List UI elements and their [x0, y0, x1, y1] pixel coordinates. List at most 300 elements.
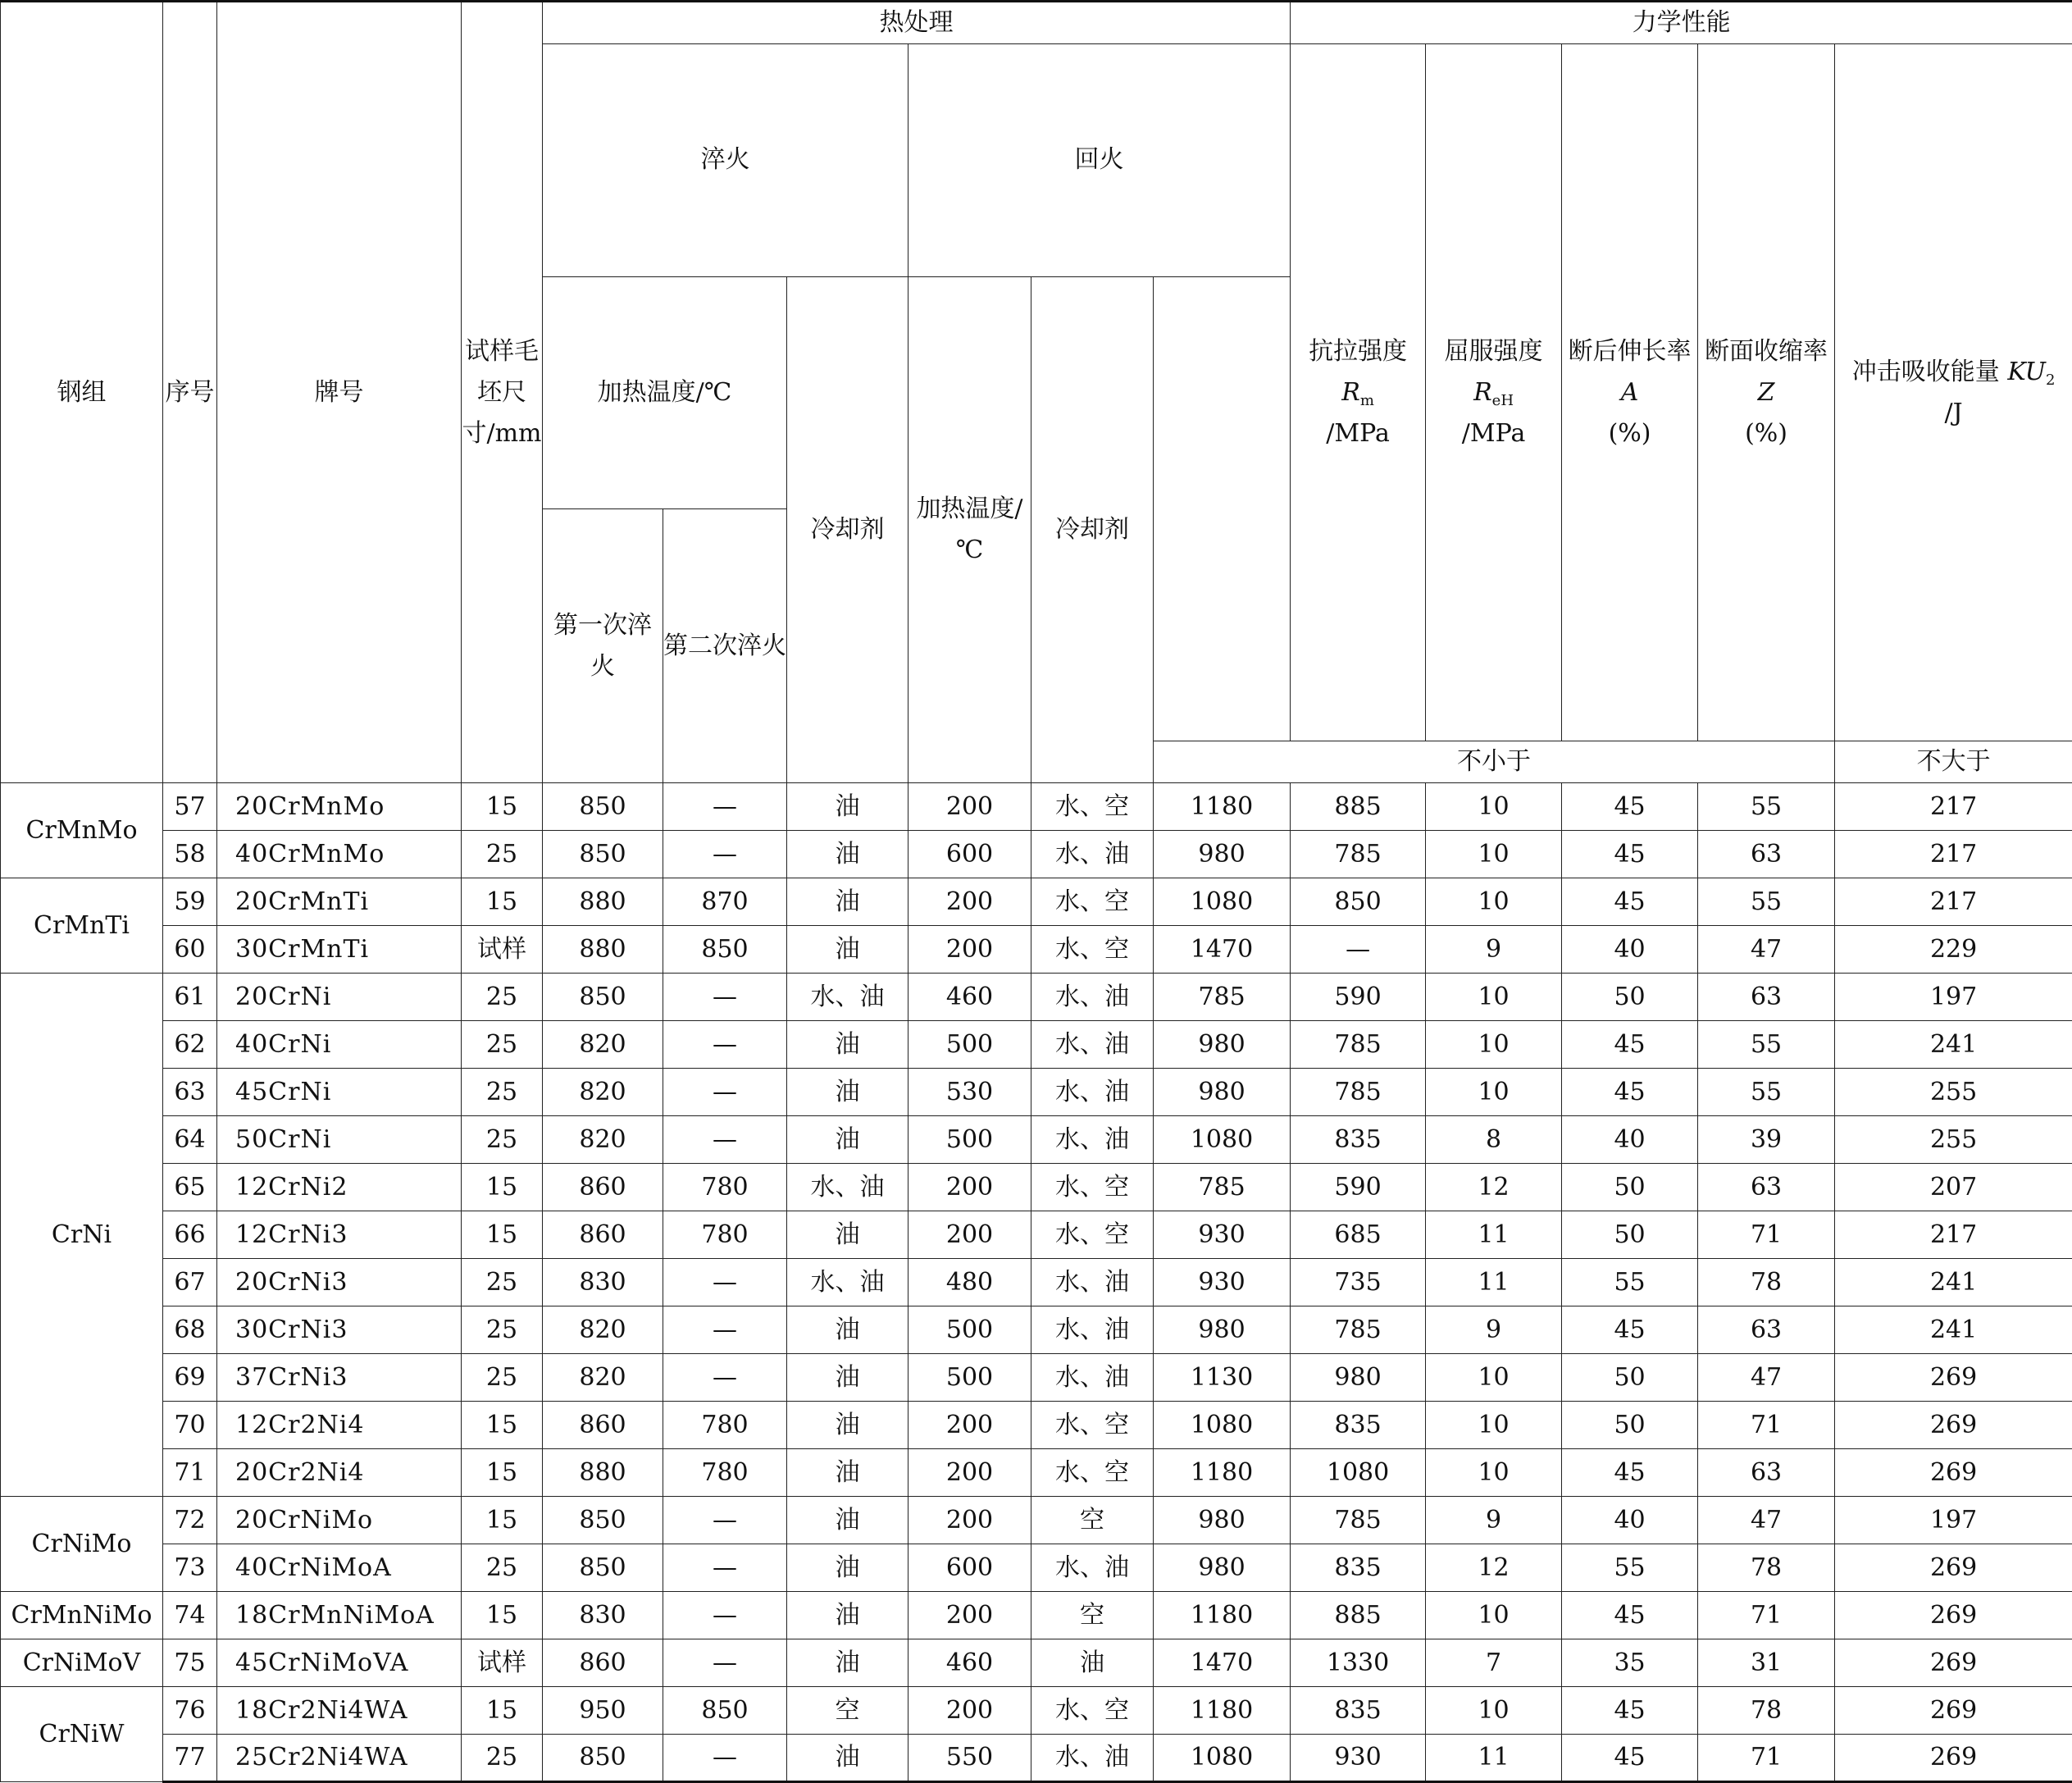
- temper-coolant-cell: 水、空: [1031, 1211, 1154, 1259]
- impact-cell: 63: [1698, 974, 1835, 1021]
- table-row: [1, 1497, 2072, 1544]
- second-quench-cell: 780: [663, 1211, 787, 1259]
- impact-cell: 63: [1698, 831, 1835, 878]
- impact-cell: 47: [1698, 926, 1835, 974]
- first-quench-cell: 820: [543, 1306, 663, 1354]
- temper-temp-cell: 200: [908, 1592, 1031, 1639]
- table-row: [1, 1069, 2072, 1116]
- impact-symbol: KU: [2007, 358, 2046, 386]
- tensile-cell: 1080: [1154, 878, 1291, 926]
- second-quench-cell: 780: [663, 1164, 787, 1211]
- hardness-cell: 255: [1835, 1116, 2072, 1164]
- reduction-name: 断面收缩率: [1705, 337, 1828, 366]
- seq-cell: 72: [163, 1497, 217, 1544]
- temper-temp-cell: 600: [908, 831, 1031, 878]
- temper-temp-cell: 200: [908, 1687, 1031, 1735]
- group-cell: CrNiMo: [1, 1497, 163, 1592]
- table-row: [1, 1544, 2072, 1592]
- quench-coolant-cell: 水、油: [787, 974, 908, 1021]
- header-reduction: [1698, 44, 1835, 741]
- elongation-cell: 10: [1426, 1354, 1562, 1402]
- header-not-greater: 不大于: [1835, 741, 2072, 783]
- quench-coolant-cell: 油: [787, 1211, 908, 1259]
- table-header: [1, 2, 2072, 783]
- second-quench-cell: —: [663, 1116, 787, 1164]
- yield-cell: 785: [1291, 1069, 1426, 1116]
- elongation-cell: 10: [1426, 1687, 1562, 1735]
- impact-cell: 63: [1698, 1449, 1835, 1497]
- hardness-cell: 269: [1835, 1544, 2072, 1592]
- impact-cell: 47: [1698, 1497, 1835, 1544]
- size-cell: 25: [462, 1116, 543, 1164]
- tensile-cell: 1180: [1154, 783, 1291, 831]
- reduction-cell: 45: [1562, 1735, 1698, 1782]
- hardness-cell: 269: [1835, 1735, 2072, 1782]
- impact-cell: 78: [1698, 1687, 1835, 1735]
- size-cell: 15: [462, 1592, 543, 1639]
- temper-temp-cell: 500: [908, 1021, 1031, 1069]
- size-cell: 15: [462, 1211, 543, 1259]
- impact-cell: 55: [1698, 783, 1835, 831]
- yield-cell: 785: [1291, 1021, 1426, 1069]
- header-not-less: 不小于: [1154, 741, 1835, 783]
- impact-subscript: 2: [2046, 372, 2055, 389]
- header-mechanical: 力学性能: [1291, 2, 2072, 44]
- first-quench-cell: 860: [543, 1211, 663, 1259]
- quench-coolant-cell: 油: [787, 1449, 908, 1497]
- second-quench-cell: —: [663, 783, 787, 831]
- yield-cell: 835: [1291, 1544, 1426, 1592]
- elongation-cell: 10: [1426, 1592, 1562, 1639]
- temper-temp-cell: 500: [908, 1306, 1031, 1354]
- reduction-cell: 50: [1562, 1211, 1698, 1259]
- size-cell: 25: [462, 974, 543, 1021]
- second-quench-cell: —: [663, 1592, 787, 1639]
- size-cell: 25: [462, 831, 543, 878]
- size-cell: 15: [462, 1164, 543, 1211]
- temper-coolant-cell: 水、油: [1031, 1735, 1154, 1782]
- first-quench-cell: 850: [543, 831, 663, 878]
- second-quench-cell: —: [663, 974, 787, 1021]
- size-cell: 25: [462, 1069, 543, 1116]
- reduction-unit: (%): [1745, 419, 1787, 448]
- seq-cell: 63: [163, 1069, 217, 1116]
- yield-cell: 590: [1291, 974, 1426, 1021]
- size-cell: 15: [462, 1497, 543, 1544]
- reduction-cell: 40: [1562, 1497, 1698, 1544]
- first-quench-cell: 850: [543, 1544, 663, 1592]
- yield-cell: 835: [1291, 1687, 1426, 1735]
- header-tensile: [1291, 44, 1426, 741]
- elongation-cell: 10: [1426, 878, 1562, 926]
- temper-temp-cell: 200: [908, 783, 1031, 831]
- tensile-cell: 980: [1154, 1544, 1291, 1592]
- seq-cell: 61: [163, 974, 217, 1021]
- first-quench-cell: 830: [543, 1259, 663, 1306]
- quench-coolant-cell: 油: [787, 1354, 908, 1402]
- yield-cell: 685: [1291, 1211, 1426, 1259]
- impact-cell: 78: [1698, 1259, 1835, 1306]
- impact-cell: 47: [1698, 1354, 1835, 1402]
- elongation-cell: 10: [1426, 1402, 1562, 1449]
- first-quench-cell: 850: [543, 1497, 663, 1544]
- size-cell: 25: [462, 1306, 543, 1354]
- temper-coolant-cell: 油: [1031, 1639, 1154, 1687]
- group-cell: CrMnNiMo: [1, 1592, 163, 1639]
- quench-coolant-cell: 油: [787, 1735, 908, 1782]
- tensile-cell: 1080: [1154, 1735, 1291, 1782]
- temper-coolant-cell: 水、油: [1031, 1544, 1154, 1592]
- header-temper-coolant: 冷却剂: [1031, 276, 1154, 782]
- impact-cell: 63: [1698, 1306, 1835, 1354]
- second-quench-cell: —: [663, 1021, 787, 1069]
- hardness-cell: 217: [1835, 1211, 2072, 1259]
- quench-coolant-cell: 油: [787, 1306, 908, 1354]
- quench-coolant-cell: 油: [787, 1639, 908, 1687]
- tensile-cell: 785: [1154, 1164, 1291, 1211]
- header-grade: 牌号: [217, 2, 462, 783]
- elongation-cell: 9: [1426, 1306, 1562, 1354]
- impact-cell: 71: [1698, 1402, 1835, 1449]
- tensile-cell: 980: [1154, 831, 1291, 878]
- reduction-cell: 40: [1562, 1116, 1698, 1164]
- size-cell: 15: [462, 878, 543, 926]
- elongation-cell: 12: [1426, 1544, 1562, 1592]
- temper-coolant-cell: 水、空: [1031, 926, 1154, 974]
- temper-temp-cell: 550: [908, 1735, 1031, 1782]
- temper-temp-cell: 200: [908, 878, 1031, 926]
- group-cell: CrNi: [1, 974, 163, 1497]
- header-group: 钢组: [1, 2, 163, 783]
- impact-cell: 71: [1698, 1735, 1835, 1782]
- temper-coolant-cell: 水、油: [1031, 1306, 1154, 1354]
- table-body: [1, 783, 2072, 1782]
- tensile-cell: 980: [1154, 1021, 1291, 1069]
- quench-coolant-cell: 油: [787, 1069, 908, 1116]
- temper-temp-cell: 200: [908, 1164, 1031, 1211]
- elongation-unit: (%): [1609, 419, 1651, 448]
- temper-temp-cell: 200: [908, 1402, 1031, 1449]
- first-quench-cell: 830: [543, 1592, 663, 1639]
- size-cell: 25: [462, 1354, 543, 1402]
- table-row: [1, 926, 2072, 974]
- reduction-cell: 50: [1562, 974, 1698, 1021]
- seq-cell: 57: [163, 783, 217, 831]
- yield-cell: 850: [1291, 878, 1426, 926]
- first-quench-cell: 820: [543, 1021, 663, 1069]
- second-quench-cell: 780: [663, 1449, 787, 1497]
- temper-coolant-cell: 水、空: [1031, 1687, 1154, 1735]
- hardness-cell: 197: [1835, 974, 2072, 1021]
- yield-unit: /MPa: [1462, 419, 1526, 448]
- table-row: [1, 783, 2072, 831]
- second-quench-cell: —: [663, 1259, 787, 1306]
- first-quench-cell: 880: [543, 1449, 663, 1497]
- size-cell: 25: [462, 1259, 543, 1306]
- elongation-cell: 9: [1426, 926, 1562, 974]
- tensile-cell: 980: [1154, 1306, 1291, 1354]
- yield-cell: 785: [1291, 1497, 1426, 1544]
- temper-coolant-cell: 空: [1031, 1592, 1154, 1639]
- elongation-cell: 9: [1426, 1497, 1562, 1544]
- table-row: [1, 1116, 2072, 1164]
- hardness-cell: 241: [1835, 1306, 2072, 1354]
- impact-unit: /J: [1945, 399, 1963, 427]
- header-heating-temp: 加热温度/℃: [543, 276, 787, 509]
- hardness-cell: 241: [1835, 1259, 2072, 1306]
- group-cell: CrMnTi: [1, 878, 163, 974]
- hardness-cell: 269: [1835, 1592, 2072, 1639]
- yield-cell: 885: [1291, 1592, 1426, 1639]
- temper-temp-cell: 200: [908, 1449, 1031, 1497]
- seq-cell: 74: [163, 1592, 217, 1639]
- table-row: [1, 974, 2072, 1021]
- second-quench-cell: —: [663, 831, 787, 878]
- yield-symbol: R: [1473, 378, 1492, 407]
- reduction-cell: 55: [1562, 1544, 1698, 1592]
- tensile-unit: /MPa: [1326, 419, 1390, 448]
- temper-temp-cell: 200: [908, 926, 1031, 974]
- yield-cell: 735: [1291, 1259, 1426, 1306]
- reduction-cell: 45: [1562, 1021, 1698, 1069]
- header-seq: 序号: [163, 2, 217, 783]
- table-row: [1, 1449, 2072, 1497]
- seq-cell: 69: [163, 1354, 217, 1402]
- elongation-cell: 10: [1426, 1069, 1562, 1116]
- first-quench-cell: 860: [543, 1639, 663, 1687]
- impact-cell: 39: [1698, 1116, 1835, 1164]
- second-quench-cell: —: [663, 1544, 787, 1592]
- impact-name: 冲击吸收能量: [1852, 358, 2000, 386]
- temper-coolant-cell: 水、油: [1031, 831, 1154, 878]
- tensile-cell: 785: [1154, 974, 1291, 1021]
- temper-coolant-cell: 水、油: [1031, 1354, 1154, 1402]
- elongation-name: 断后伸长率: [1569, 337, 1692, 366]
- quench-coolant-cell: 油: [787, 1021, 908, 1069]
- temper-temp-cell: 530: [908, 1069, 1031, 1116]
- elongation-symbol: A: [1621, 378, 1639, 407]
- grade-cell: 12Cr2Ni4: [217, 1402, 462, 1449]
- seq-cell: 73: [163, 1544, 217, 1592]
- yield-cell: 1330: [1291, 1639, 1426, 1687]
- reduction-cell: 45: [1562, 1449, 1698, 1497]
- header-coolant: 冷却剂: [787, 276, 908, 782]
- tensile-cell: 1180: [1154, 1592, 1291, 1639]
- temper-coolant-cell: 水、油: [1031, 1116, 1154, 1164]
- second-quench-cell: —: [663, 1639, 787, 1687]
- yield-subscript: eH: [1492, 392, 1514, 409]
- hardness-cell: 207: [1835, 1164, 2072, 1211]
- tensile-name: 抗拉强度: [1309, 337, 1407, 366]
- tensile-cell: 1080: [1154, 1402, 1291, 1449]
- reduction-cell: 40: [1562, 926, 1698, 974]
- quench-coolant-cell: 油: [787, 1402, 908, 1449]
- hardness-cell: 269: [1835, 1354, 2072, 1402]
- quench-coolant-cell: 油: [787, 878, 908, 926]
- first-quench-cell: 850: [543, 783, 663, 831]
- quench-coolant-cell: 油: [787, 783, 908, 831]
- yield-name: 屈服强度: [1445, 337, 1543, 366]
- temper-coolant-cell: 水、油: [1031, 1021, 1154, 1069]
- seq-cell: 67: [163, 1259, 217, 1306]
- table-row: [1, 1021, 2072, 1069]
- second-quench-cell: —: [663, 1069, 787, 1116]
- quench-coolant-cell: 水、油: [787, 1259, 908, 1306]
- grade-cell: 12CrNi2: [217, 1164, 462, 1211]
- seq-cell: 59: [163, 878, 217, 926]
- first-quench-cell: 950: [543, 1687, 663, 1735]
- impact-cell: 78: [1698, 1544, 1835, 1592]
- hardness-cell: 255: [1835, 1069, 2072, 1116]
- reduction-cell: 45: [1562, 831, 1698, 878]
- seq-cell: 76: [163, 1687, 217, 1735]
- grade-cell: 25Cr2Ni4WA: [217, 1735, 462, 1782]
- yield-cell: 785: [1291, 1306, 1426, 1354]
- temper-coolant-cell: 水、油: [1031, 1259, 1154, 1306]
- second-quench-cell: —: [663, 1306, 787, 1354]
- temper-temp-cell: 480: [908, 1259, 1031, 1306]
- impact-cell: 71: [1698, 1592, 1835, 1639]
- hardness-cell: 229: [1835, 926, 2072, 974]
- seq-cell: 64: [163, 1116, 217, 1164]
- impact-cell: 71: [1698, 1211, 1835, 1259]
- temper-temp-cell: 460: [908, 974, 1031, 1021]
- hardness-cell: 269: [1835, 1402, 2072, 1449]
- reduction-symbol: Z: [1758, 378, 1775, 407]
- first-quench-cell: 860: [543, 1164, 663, 1211]
- tensile-cell: 1180: [1154, 1449, 1291, 1497]
- first-quench-cell: 880: [543, 926, 663, 974]
- grade-cell: 30CrNi3: [217, 1306, 462, 1354]
- reduction-cell: 45: [1562, 1687, 1698, 1735]
- tensile-cell: 1470: [1154, 1639, 1291, 1687]
- grade-cell: 20CrNi: [217, 974, 462, 1021]
- tensile-cell: 1470: [1154, 926, 1291, 974]
- impact-cell: 55: [1698, 878, 1835, 926]
- table-row: [1, 1735, 2072, 1782]
- header-first-quench: 第一次淬火: [543, 509, 663, 783]
- hardness-cell: 197: [1835, 1497, 2072, 1544]
- reduction-cell: 50: [1562, 1164, 1698, 1211]
- seq-cell: 60: [163, 926, 217, 974]
- temper-coolant-cell: 水、油: [1031, 974, 1154, 1021]
- yield-cell: 1080: [1291, 1449, 1426, 1497]
- temper-coolant-cell: 水、空: [1031, 1164, 1154, 1211]
- header-temper-heating: 加热温度/℃: [908, 276, 1031, 782]
- elongation-cell: 11: [1426, 1259, 1562, 1306]
- yield-cell: 835: [1291, 1116, 1426, 1164]
- header-blank-size: 试样毛坯尺寸/mm: [462, 2, 543, 783]
- table-row: [1, 1639, 2072, 1687]
- second-quench-cell: 870: [663, 878, 787, 926]
- seq-cell: 65: [163, 1164, 217, 1211]
- table-row: [1, 1211, 2072, 1259]
- grade-cell: 20Cr2Ni4: [217, 1449, 462, 1497]
- grade-cell: 18Cr2Ni4WA: [217, 1687, 462, 1735]
- tensile-cell: 980: [1154, 1069, 1291, 1116]
- tensile-cell: 930: [1154, 1259, 1291, 1306]
- elongation-cell: 8: [1426, 1116, 1562, 1164]
- seq-cell: 68: [163, 1306, 217, 1354]
- temper-coolant-cell: 水、油: [1031, 1069, 1154, 1116]
- table-row: [1, 1259, 2072, 1306]
- seq-cell: 62: [163, 1021, 217, 1069]
- reduction-cell: 45: [1562, 878, 1698, 926]
- yield-cell: —: [1291, 926, 1426, 974]
- temper-coolant-cell: 水、空: [1031, 1402, 1154, 1449]
- size-cell: 15: [462, 1402, 543, 1449]
- grade-cell: 30CrMnTi: [217, 926, 462, 974]
- temper-temp-cell: 200: [908, 1211, 1031, 1259]
- yield-cell: 835: [1291, 1402, 1426, 1449]
- second-quench-cell: —: [663, 1735, 787, 1782]
- temper-coolant-cell: 水、空: [1031, 878, 1154, 926]
- table-row: [1, 1687, 2072, 1735]
- header-elongation: [1562, 44, 1698, 741]
- temper-coolant-cell: 水、空: [1031, 1449, 1154, 1497]
- first-quench-cell: 820: [543, 1116, 663, 1164]
- size-cell: 25: [462, 1021, 543, 1069]
- grade-cell: 18CrMnNiMoA: [217, 1592, 462, 1639]
- table-row: [1, 1354, 2072, 1402]
- temper-temp-cell: 500: [908, 1116, 1031, 1164]
- grade-cell: 40CrMnMo: [217, 831, 462, 878]
- quench-coolant-cell: 油: [787, 1116, 908, 1164]
- grade-cell: 50CrNi: [217, 1116, 462, 1164]
- table-row: [1, 1402, 2072, 1449]
- elongation-cell: 10: [1426, 974, 1562, 1021]
- yield-cell: 980: [1291, 1354, 1426, 1402]
- elongation-cell: 7: [1426, 1639, 1562, 1687]
- elongation-cell: 10: [1426, 1449, 1562, 1497]
- header-tempering: 回火: [908, 44, 1291, 277]
- hardness-cell: 269: [1835, 1449, 2072, 1497]
- grade-cell: 37CrNi3: [217, 1354, 462, 1402]
- reduction-cell: 45: [1562, 783, 1698, 831]
- grade-cell: 20CrNiMo: [217, 1497, 462, 1544]
- impact-cell: 55: [1698, 1069, 1835, 1116]
- grade-cell: 20CrMnTi: [217, 878, 462, 926]
- group-cell: CrMnMo: [1, 783, 163, 878]
- yield-cell: 930: [1291, 1735, 1426, 1782]
- reduction-cell: 50: [1562, 1354, 1698, 1402]
- hardness-cell: 269: [1835, 1639, 2072, 1687]
- temper-temp-cell: 200: [908, 1497, 1031, 1544]
- header-yield: [1426, 44, 1562, 741]
- tensile-cell: 1180: [1154, 1687, 1291, 1735]
- temper-temp-cell: 600: [908, 1544, 1031, 1592]
- elongation-cell: 11: [1426, 1735, 1562, 1782]
- first-quench-cell: 820: [543, 1354, 663, 1402]
- elongation-cell: 10: [1426, 831, 1562, 878]
- hardness-cell: 241: [1835, 1021, 2072, 1069]
- grade-cell: 40CrNi: [217, 1021, 462, 1069]
- quench-coolant-cell: 油: [787, 1592, 908, 1639]
- seq-cell: 58: [163, 831, 217, 878]
- seq-cell: 70: [163, 1402, 217, 1449]
- elongation-cell: 12: [1426, 1164, 1562, 1211]
- first-quench-cell: 820: [543, 1069, 663, 1116]
- second-quench-cell: 850: [663, 1687, 787, 1735]
- reduction-cell: 45: [1562, 1306, 1698, 1354]
- group-cell: CrNiW: [1, 1687, 163, 1782]
- yield-cell: 885: [1291, 783, 1426, 831]
- size-cell: 15: [462, 1449, 543, 1497]
- size-cell: 15: [462, 1687, 543, 1735]
- grade-cell: 45CrNi: [217, 1069, 462, 1116]
- quench-coolant-cell: 油: [787, 831, 908, 878]
- tensile-cell: 1080: [1154, 1116, 1291, 1164]
